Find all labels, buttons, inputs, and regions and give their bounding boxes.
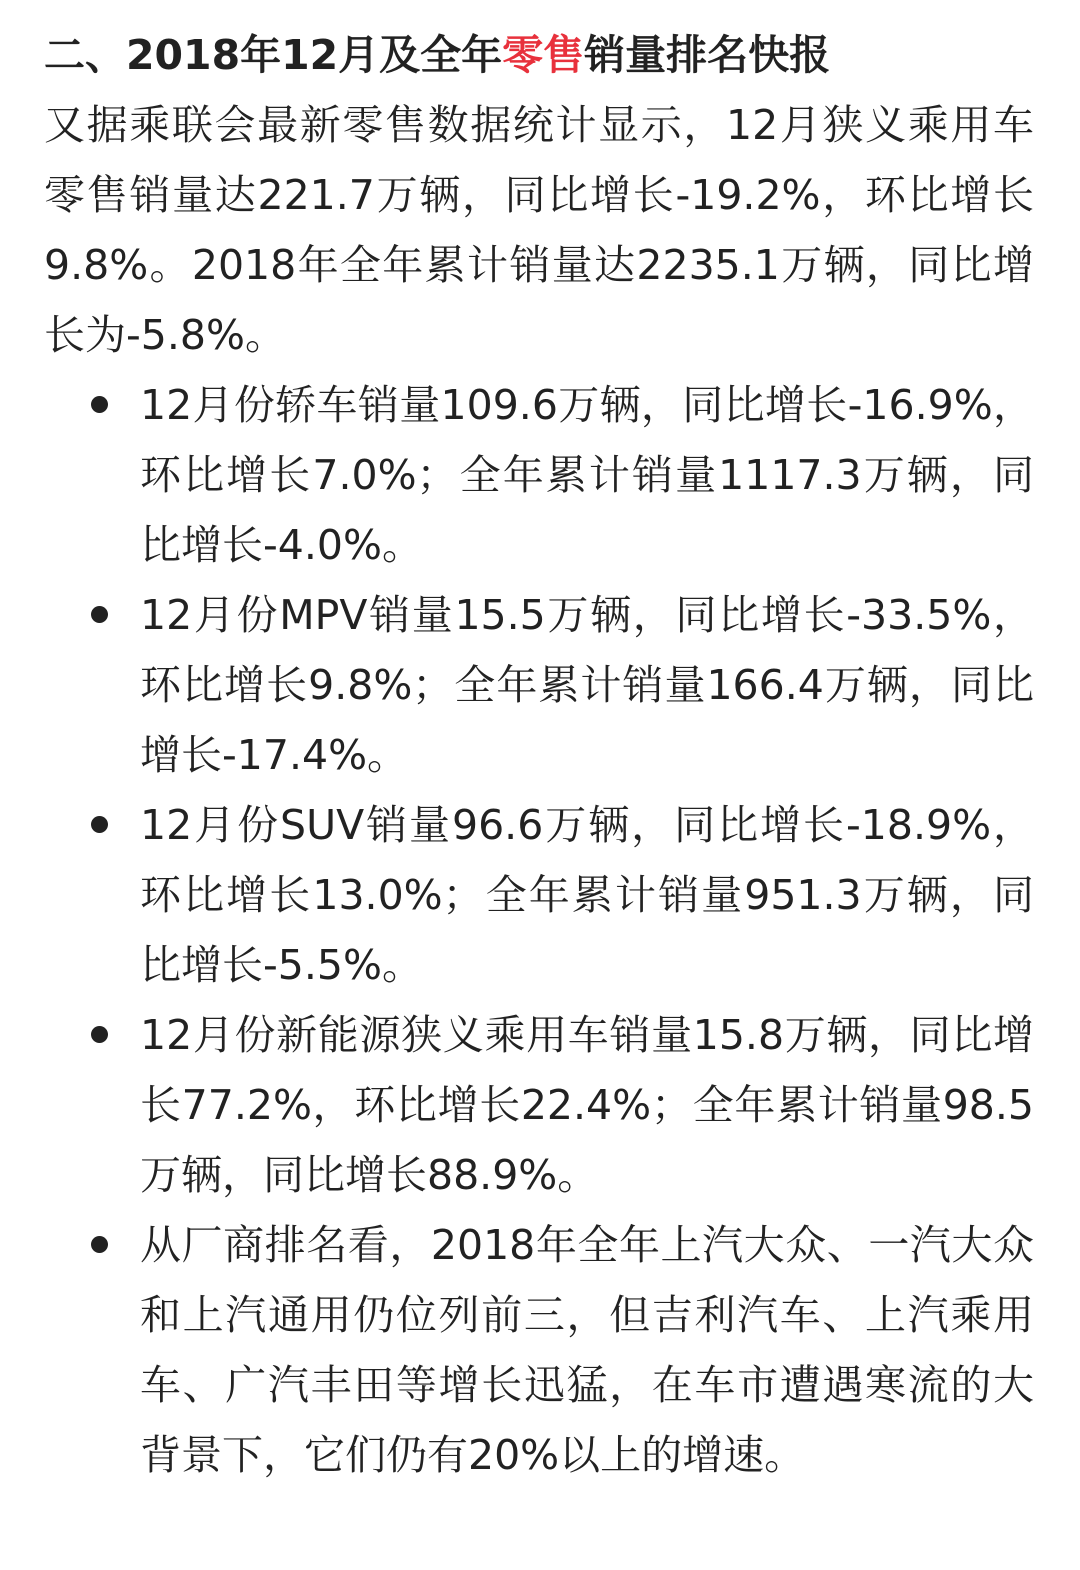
list-item bbox=[44, 580, 1034, 790]
list-item bbox=[44, 1000, 1034, 1210]
list-item bbox=[44, 370, 1034, 580]
bullet-dot-icon bbox=[91, 1236, 108, 1253]
list-item-text: 12月份MPV销量15.5万辆，同比增长-33.5%，环比增长9.8%；全年累计销量166.4万辆，同比增长-17.4%。 bbox=[140, 591, 1034, 779]
heading-highlight: 零售 bbox=[502, 31, 585, 79]
bullet-dot-icon bbox=[91, 1026, 108, 1043]
bullet-list bbox=[44, 370, 1034, 1490]
bullet-dot-icon bbox=[91, 396, 108, 413]
bullet-dot-icon bbox=[91, 816, 108, 833]
list-item-text: 从厂商排名看，2018年全年上汽大众、一汽大众和上汽通用仍位列前三，但吉利汽车、上汽乘用车、广汽丰田等增长迅猛，在车市遭遇寒流的大背景下，它们仍有20%以上的增速。 bbox=[140, 1221, 1034, 1479]
list-item-text: 12月份轿车销量109.6万辆，同比增长-16.9%，环比增长7.0%；全年累计销量1117.3万辆，同比增长-4.0%。 bbox=[140, 381, 1034, 569]
bullet-dot-icon bbox=[91, 606, 108, 623]
heading-suffix: 销量排名快报 bbox=[584, 31, 831, 79]
intro-paragraph: 又据乘联会最新零售数据统计显示，12月狭义乘用车零售销量达221.7万辆，同比增长-19.2%，环比增长9.8%。2018年全年累计销量达2235.1万辆，同比增长为-5.8%。 bbox=[44, 101, 1034, 359]
section-heading bbox=[44, 22, 1034, 88]
list-item-text: 12月份SUV销量96.6万辆，同比增长-18.9%，环比增长13.0%；全年累计销量951.3万辆，同比增长-5.5%。 bbox=[140, 801, 1034, 989]
heading-prefix: 二、2018年12月及全年 bbox=[44, 31, 503, 79]
list-item bbox=[44, 790, 1034, 1000]
list-item-text: 12月份新能源狭义乘用车销量15.8万辆，同比增长77.2%，环比增长22.4%；全年累计销量98.5万辆，同比增长88.9%。 bbox=[140, 1011, 1034, 1199]
list-item bbox=[44, 1210, 1034, 1490]
